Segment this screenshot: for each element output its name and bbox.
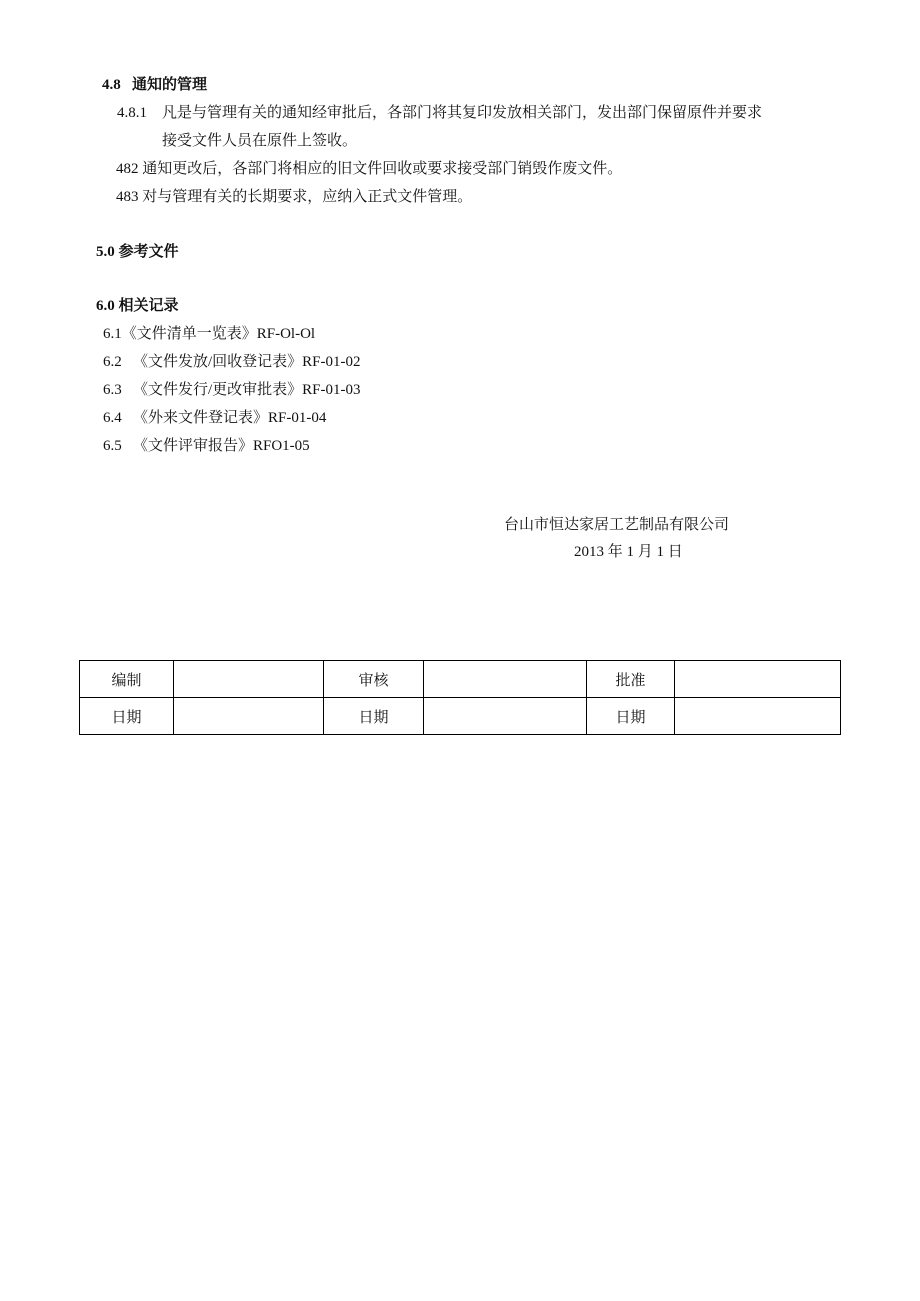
item-4-8-1-line1: 凡是与管理有关的通知经审批后，各部门将其复印发放相关部门，发出部门保留原件并要求 [162, 105, 763, 121]
approved-by-value [675, 661, 841, 698]
record-6-1 [103, 324, 315, 344]
prepared-date-value [174, 698, 324, 735]
reviewed-by-value [424, 661, 587, 698]
record-number: 6.1 [103, 326, 122, 342]
record-number: 6.3 [103, 382, 122, 398]
reviewed-date-value [424, 698, 587, 735]
company-name: 台山市恒达家居工艺制品有限公司 [504, 517, 730, 533]
approved-by-label: 批准 [587, 661, 675, 698]
record-6-4 [103, 408, 326, 428]
record-number: 6.4 [103, 410, 122, 426]
section-number: 4.8 [102, 77, 121, 93]
item-4-8-1-number: 4.8.1 [117, 105, 147, 121]
item-4-8-1-line2: 接受文件人员在原件上签收。 [162, 133, 358, 149]
section-5-heading: 5.0 参考文件 [96, 244, 179, 260]
prepared-date-label: 日期 [80, 698, 174, 735]
record-6-3 [103, 380, 361, 400]
record-6-2 [103, 352, 361, 372]
item-4-8-3: 483 对与管理有关的长期要求，应纳入正式文件管理。 [116, 189, 473, 205]
table-row [80, 698, 841, 735]
approved-date-label: 日期 [587, 698, 675, 735]
reviewed-date-label: 日期 [324, 698, 424, 735]
signature-table [79, 660, 841, 735]
record-text: 《文件清单一览表》RF-Ol-Ol [121, 326, 316, 342]
record-number: 6.2 [103, 354, 122, 370]
record-6-5 [103, 436, 310, 456]
prepared-by-value [174, 661, 324, 698]
prepared-by-label: 编制 [80, 661, 174, 698]
record-text: 《文件评审报告》RFO1-05 [133, 438, 310, 454]
record-number: 6.5 [103, 438, 122, 454]
record-text: 《文件发放/回收登记表》RF-01-02 [133, 354, 361, 370]
record-text: 《外来文件登记表》RF-01-04 [133, 410, 327, 426]
document-date: 2013 年 1 月 1 日 [574, 544, 683, 560]
section-title: 通知的管理 [132, 77, 208, 93]
reviewed-by-label: 审核 [324, 661, 424, 698]
item-4-8-2: 482 通知更改后，各部门将相应的旧文件回收或要求接受部门销毁作废文件。 [116, 161, 623, 177]
record-text: 《文件发行/更改审批表》RF-01-03 [133, 382, 361, 398]
table-row [80, 661, 841, 698]
section-6-heading: 6.0 相关记录 [96, 298, 179, 314]
section-4-8-heading [102, 75, 207, 95]
approved-date-value [675, 698, 841, 735]
